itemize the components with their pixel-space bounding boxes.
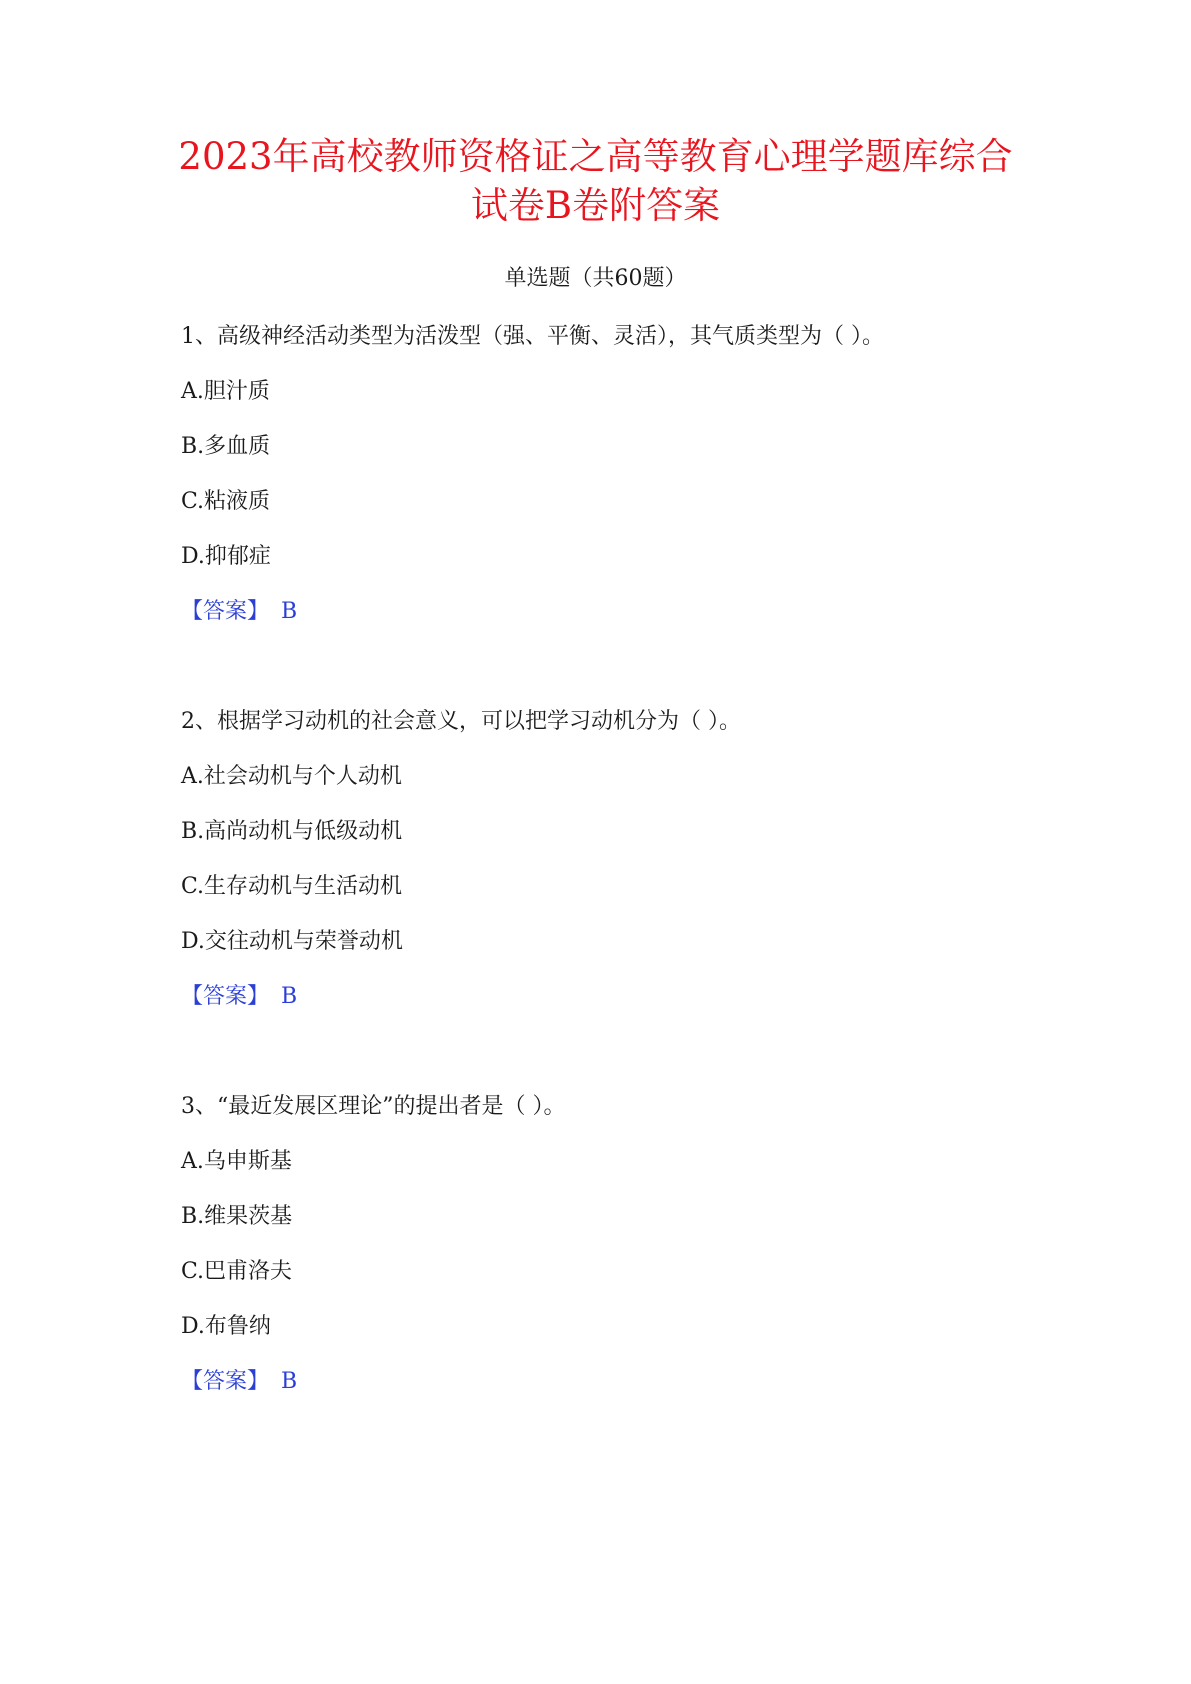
option-d: D.抑郁症 [181, 544, 271, 569]
answer-line [181, 1367, 297, 1397]
answer-label: 【答案】 [181, 599, 270, 624]
option-a: A.乌申斯基 [181, 1149, 292, 1174]
option-b: B.高尚动机与低级动机 [181, 819, 403, 844]
question-stem: 1、高级神经活动类型为活泼型（强、平衡、灵活），其气质类型为（ ）。 [181, 324, 884, 349]
option-c: C.生存动机与生活动机 [181, 874, 403, 899]
option-d: D.布鲁纳 [181, 1314, 271, 1339]
option-d: D.交往动机与荣誉动机 [181, 929, 403, 954]
option-b: B.维果茨基 [181, 1204, 293, 1229]
document-title-line-1: 2023年高校教师资格证之高等教育心理学题库综合 [178, 135, 1013, 178]
question-stem: 3、“最近发展区理论”的提出者是（ ）。 [181, 1094, 566, 1119]
question-stem: 2、根据学习动机的社会意义，可以把学习动机分为（ ）。 [181, 709, 741, 734]
answer-label: 【答案】 [181, 1369, 270, 1394]
answer-line [181, 597, 297, 627]
option-a: A.社会动机与个人动机 [181, 764, 402, 789]
answer-value: B [281, 599, 298, 624]
option-a: A.胆汁质 [181, 379, 270, 404]
option-c: C.粘液质 [181, 489, 271, 514]
option-c: C.巴甫洛夫 [181, 1259, 293, 1284]
answer-value: B [281, 1369, 298, 1394]
answer-value: B [281, 984, 298, 1009]
section-title: 单选题（共60题） [504, 266, 687, 291]
document-title-line-2: 试卷B卷附答案 [470, 184, 721, 227]
option-b: B.多血质 [181, 434, 271, 459]
answer-line [181, 982, 297, 1012]
answer-label: 【答案】 [181, 984, 270, 1009]
